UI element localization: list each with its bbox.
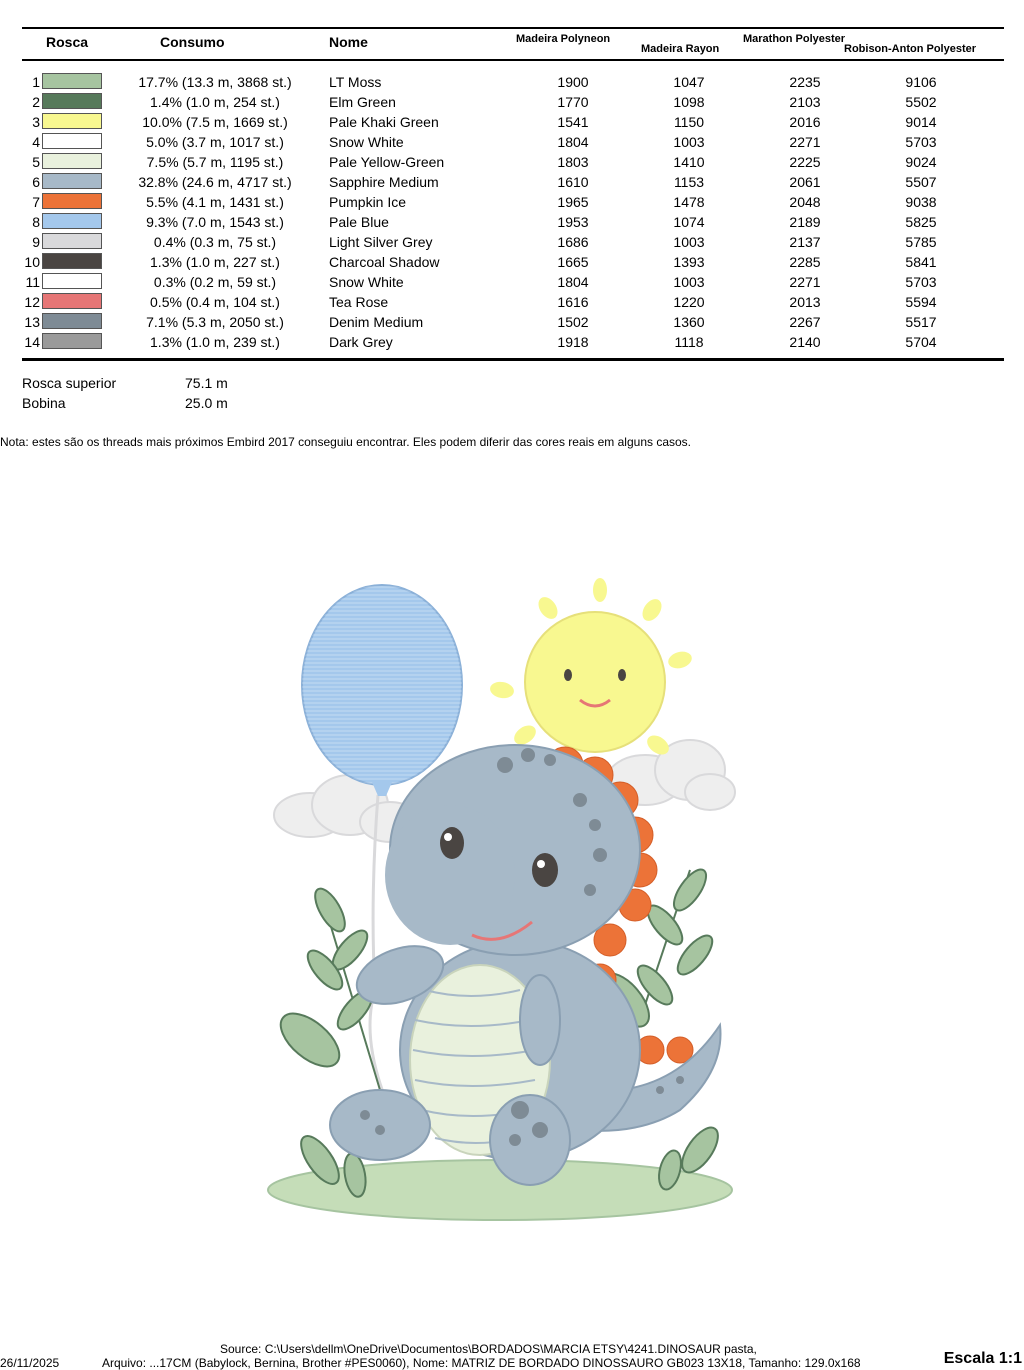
bobina-value: 25.0 m: [185, 395, 228, 411]
thread-consumo: 0.4% (0.3 m, 75 st.): [153, 234, 277, 250]
thread-robison-anton: 5704: [905, 334, 937, 350]
thread-number: 8: [32, 214, 40, 230]
rosca-superior-label: Rosca superior: [22, 375, 117, 391]
thread-marathon-polyester: 2061: [789, 174, 821, 190]
thread-madeira-polyneon: 1918: [557, 334, 589, 350]
thread-name: Snow White: [329, 274, 404, 290]
thread-madeira-polyneon: 1686: [557, 234, 589, 250]
thread-name: LT Moss: [329, 74, 382, 90]
thread-madeira-rayon: 1360: [673, 314, 705, 330]
table-row: [0, 312, 1024, 332]
thread-madeira-rayon: 1150: [673, 114, 705, 130]
footer-arquivo: Arquivo: ...17CM (Babylock, Bernina, Brother #PES0060), Nome: MATRIZ DE BORDADO DINOSSAURO GB023 13X18, Tamanho: 129.0x168: [102, 1356, 861, 1370]
thread-number: 2: [32, 94, 40, 110]
thread-marathon-polyester: 2271: [789, 274, 821, 290]
thread-name: Pale Khaki Green: [329, 114, 439, 130]
thread-color-swatch: [42, 213, 102, 229]
thread-color-swatch: [42, 253, 102, 269]
thread-color-swatch: [42, 93, 102, 109]
thread-number: 14: [24, 334, 40, 350]
thread-name: Pale Blue: [329, 214, 389, 230]
thread-name: Light Silver Grey: [329, 234, 433, 250]
thread-madeira-polyneon: 1953: [557, 214, 589, 230]
thread-marathon-polyester: 2140: [789, 334, 821, 350]
thread-robison-anton: 5703: [905, 134, 937, 150]
thread-consumo: 0.5% (0.4 m, 104 st.): [150, 294, 280, 310]
thread-madeira-polyneon: 1770: [557, 94, 589, 110]
thread-madeira-rayon: 1003: [673, 274, 705, 290]
table-row: [0, 332, 1024, 352]
thread-robison-anton: 5825: [905, 214, 937, 230]
thread-robison-anton: 5703: [905, 274, 937, 290]
col-header-rosca: Rosca: [46, 34, 89, 50]
thread-name: Tea Rose: [329, 294, 389, 310]
thread-marathon-polyester: 2225: [789, 154, 821, 170]
thread-madeira-rayon: 1153: [673, 174, 705, 190]
thread-consumo: 1.3% (1.0 m, 227 st.): [150, 254, 280, 270]
thread-name: Charcoal Shadow: [329, 254, 440, 270]
thread-consumo: 10.0% (7.5 m, 1669 st.): [142, 114, 288, 130]
footer-date: 26/11/2025: [0, 1356, 60, 1370]
table-row: [0, 232, 1024, 252]
thread-madeira-rayon: 1118: [674, 334, 704, 350]
thread-consumo: 17.7% (13.3 m, 3868 st.): [138, 74, 292, 90]
thread-robison-anton: 9106: [905, 74, 937, 90]
thread-madeira-polyneon: 1502: [557, 314, 589, 330]
thread-consumo: 1.4% (1.0 m, 254 st.): [150, 94, 280, 110]
thread-name: Elm Green: [329, 94, 396, 110]
thread-color-swatch: [42, 113, 102, 129]
thread-madeira-polyneon: 1900: [557, 74, 589, 90]
thread-robison-anton: 5594: [905, 294, 937, 310]
table-bottom-rule: [22, 358, 1004, 361]
thread-number: 7: [32, 194, 40, 210]
thread-number: 4: [32, 134, 40, 150]
thread-number: 6: [32, 174, 40, 190]
thread-robison-anton: 5517: [905, 314, 937, 330]
thread-number: 9: [32, 234, 40, 250]
thread-robison-anton: 5785: [905, 234, 937, 250]
table-header-rule: [22, 59, 1004, 61]
thread-number: 12: [24, 294, 40, 310]
thread-madeira-rayon: 1410: [673, 154, 705, 170]
thread-consumo: 32.8% (24.6 m, 4717 st.): [138, 174, 292, 190]
thread-madeira-rayon: 1003: [673, 134, 705, 150]
table-row: [0, 252, 1024, 272]
col-header-marathon-polyester: Marathon Polyester: [743, 33, 846, 45]
thread-number: 13: [24, 314, 40, 330]
table-row: [0, 152, 1024, 172]
thread-madeira-rayon: 1220: [673, 294, 705, 310]
thread-marathon-polyester: 2189: [789, 214, 821, 230]
thread-name: Snow White: [329, 134, 404, 150]
thread-madeira-polyneon: 1804: [557, 134, 589, 150]
thread-madeira-polyneon: 1803: [557, 154, 589, 170]
footer-scale: Escala 1:1: [943, 1350, 1022, 1367]
thread-madeira-rayon: 1098: [673, 94, 705, 110]
bobina-label: Bobina: [22, 395, 66, 411]
thread-name: Sapphire Medium: [329, 174, 439, 190]
thread-madeira-rayon: 1393: [673, 254, 705, 270]
thread-robison-anton: 5841: [905, 254, 937, 270]
table-row: [0, 212, 1024, 232]
thread-color-swatch: [42, 233, 102, 249]
thread-color-swatch: [42, 293, 102, 309]
table-row: [0, 292, 1024, 312]
table-row: [0, 172, 1024, 192]
thread-robison-anton: 9014: [905, 114, 937, 130]
thread-color-swatch: [42, 173, 102, 189]
thread-madeira-polyneon: 1665: [557, 254, 589, 270]
col-header-robison-anton: Robison-Anton Polyester: [844, 43, 977, 55]
thread-madeira-rayon: 1478: [673, 194, 705, 210]
thread-color-swatch: [42, 193, 102, 209]
thread-robison-anton: 5507: [905, 174, 937, 190]
thread-consumo: 7.1% (5.3 m, 2050 st.): [146, 314, 284, 330]
rosca-superior-value: 75.1 m: [185, 375, 228, 391]
thread-number: 1: [32, 74, 40, 90]
thread-consumo: 9.3% (7.0 m, 1543 st.): [146, 214, 284, 230]
thread-marathon-polyester: 2013: [789, 294, 821, 310]
thread-number: 11: [25, 274, 40, 290]
table-row: [0, 72, 1024, 92]
col-header-consumo: Consumo: [160, 34, 225, 50]
table-row: [0, 132, 1024, 152]
thread-marathon-polyester: 2103: [789, 94, 821, 110]
thread-marathon-polyester: 2048: [789, 194, 821, 210]
thread-color-swatch: [42, 273, 102, 289]
thread-marathon-polyester: 2016: [789, 114, 821, 130]
thread-name: Dark Grey: [329, 334, 393, 350]
thread-consumo: 5.0% (3.7 m, 1017 st.): [146, 134, 284, 150]
col-header-madeira-rayon: Madeira Rayon: [641, 43, 720, 55]
thread-madeira-rayon: 1074: [673, 214, 705, 230]
thread-madeira-polyneon: 1616: [557, 294, 589, 310]
thread-consumo: 1.3% (1.0 m, 239 st.): [150, 334, 280, 350]
thread-color-swatch: [42, 133, 102, 149]
col-header-nome: Nome: [329, 34, 368, 50]
thread-marathon-polyester: 2271: [789, 134, 821, 150]
thread-robison-anton: 5502: [905, 94, 937, 110]
thread-color-swatch: [42, 73, 102, 89]
thread-madeira-polyneon: 1610: [557, 174, 589, 190]
thread-madeira-polyneon: 1804: [557, 274, 589, 290]
embroidery-design-preview: [250, 570, 770, 1230]
thread-color-swatch: [42, 333, 102, 349]
thread-name: Pale Yellow-Green: [329, 154, 445, 170]
thread-marathon-polyester: 2137: [789, 234, 821, 250]
thread-color-swatch: [42, 153, 102, 169]
footer-source: Source: C:\Users\dellm\OneDrive\Documentos\BORDADOS\MARCIA ETSY\4241.DINOSAUR pasta,: [220, 1342, 757, 1356]
thread-name: Denim Medium: [329, 314, 424, 330]
table-row: [0, 272, 1024, 292]
thread-madeira-rayon: 1047: [673, 74, 705, 90]
col-header-madeira-polyneon: Madeira Polyneon: [516, 33, 611, 45]
thread-name: Pumpkin Ice: [329, 194, 407, 210]
thread-madeira-polyneon: 1541: [557, 114, 589, 130]
thread-consumo: 5.5% (4.1 m, 1431 st.): [146, 194, 284, 210]
table-top-rule: [22, 27, 1004, 29]
thread-marathon-polyester: 2235: [789, 74, 821, 90]
table-row: [0, 112, 1024, 132]
thread-madeira-polyneon: 1965: [557, 194, 589, 210]
thread-consumo: 7.5% (5.7 m, 1195 st.): [146, 154, 284, 170]
thread-number: 3: [32, 114, 40, 130]
thread-madeira-rayon: 1003: [673, 234, 705, 250]
thread-marathon-polyester: 2285: [789, 254, 821, 270]
thread-note: Nota: estes são os threads mais próximos Embird 2017 conseguiu encontrar. Eles podem diferir das cores reais em alguns casos.: [0, 435, 692, 449]
thread-number: 10: [24, 254, 40, 270]
thread-consumo: 0.3% (0.2 m, 59 st.): [153, 274, 277, 290]
table-row: [0, 92, 1024, 112]
thread-robison-anton: 9024: [905, 154, 937, 170]
thread-robison-anton: 9038: [905, 194, 937, 210]
table-row: [0, 192, 1024, 212]
thread-marathon-polyester: 2267: [789, 314, 821, 330]
sun: [489, 578, 694, 758]
thread-number: 5: [32, 154, 40, 170]
thread-color-swatch: [42, 313, 102, 329]
